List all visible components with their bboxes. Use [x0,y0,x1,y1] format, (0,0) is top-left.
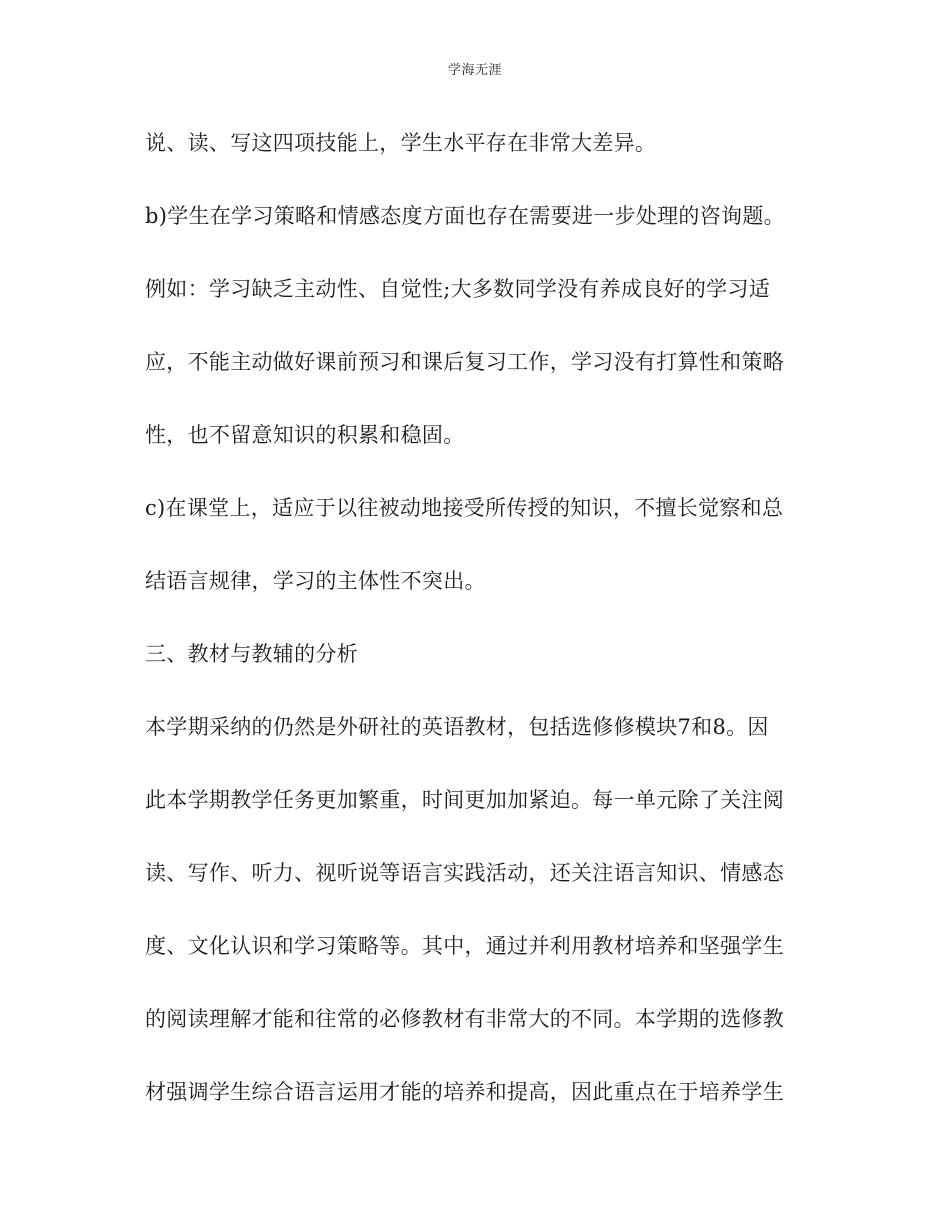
text-line: c)在课堂上，适应于以往被动地接受所传授的知识，不擅长觉察和总 [145,496,784,520]
section-heading: 三、教材与教辅的分析 [145,642,358,666]
text-line: 此本学期教学任务更加繁重，时间更加加紧迫。每一单元除了关注阅 [145,788,784,812]
text-line: 本学期采纳的仍然是外研社的英语教材，包括选修修模块7和8。因 [145,715,769,739]
text-line: 度、文化认识和学习策略等。其中，通过并利用教材培养和坚强学生 [145,934,784,958]
text-line: 的阅读理解才能和往常的必修教材有非常大的不同。本学期的选修教 [145,1007,784,1031]
text-line: 性，也不留意知识的积累和稳固。 [145,423,465,447]
page-header: 学海无涯 [447,63,502,78]
document-body [145,117,805,1139]
text-line: 例如：学习缺乏主动性、自觉性;大多数同学没有养成良好的学习适 [145,277,771,301]
text-line: 材强调学生综合语言运用才能的培养和提高，因此重点在于培养学生 [145,1080,784,1104]
text-line: 说、读、写这四项技能上，学生水平存在非常大差异。 [145,131,657,155]
text-line: b)学生在学习策略和情感态度方面也存在需要进一步处理的咨询题。 [145,204,785,228]
text-line: 读、写作、听力、视听说等语言实践活动，还关注语言知识、情感态 [145,861,784,885]
text-line: 应，不能主动做好课前预习和课后复习工作，学习没有打算性和策略 [145,350,784,374]
text-line: 结语言规律，学习的主体性不突出。 [145,569,486,593]
